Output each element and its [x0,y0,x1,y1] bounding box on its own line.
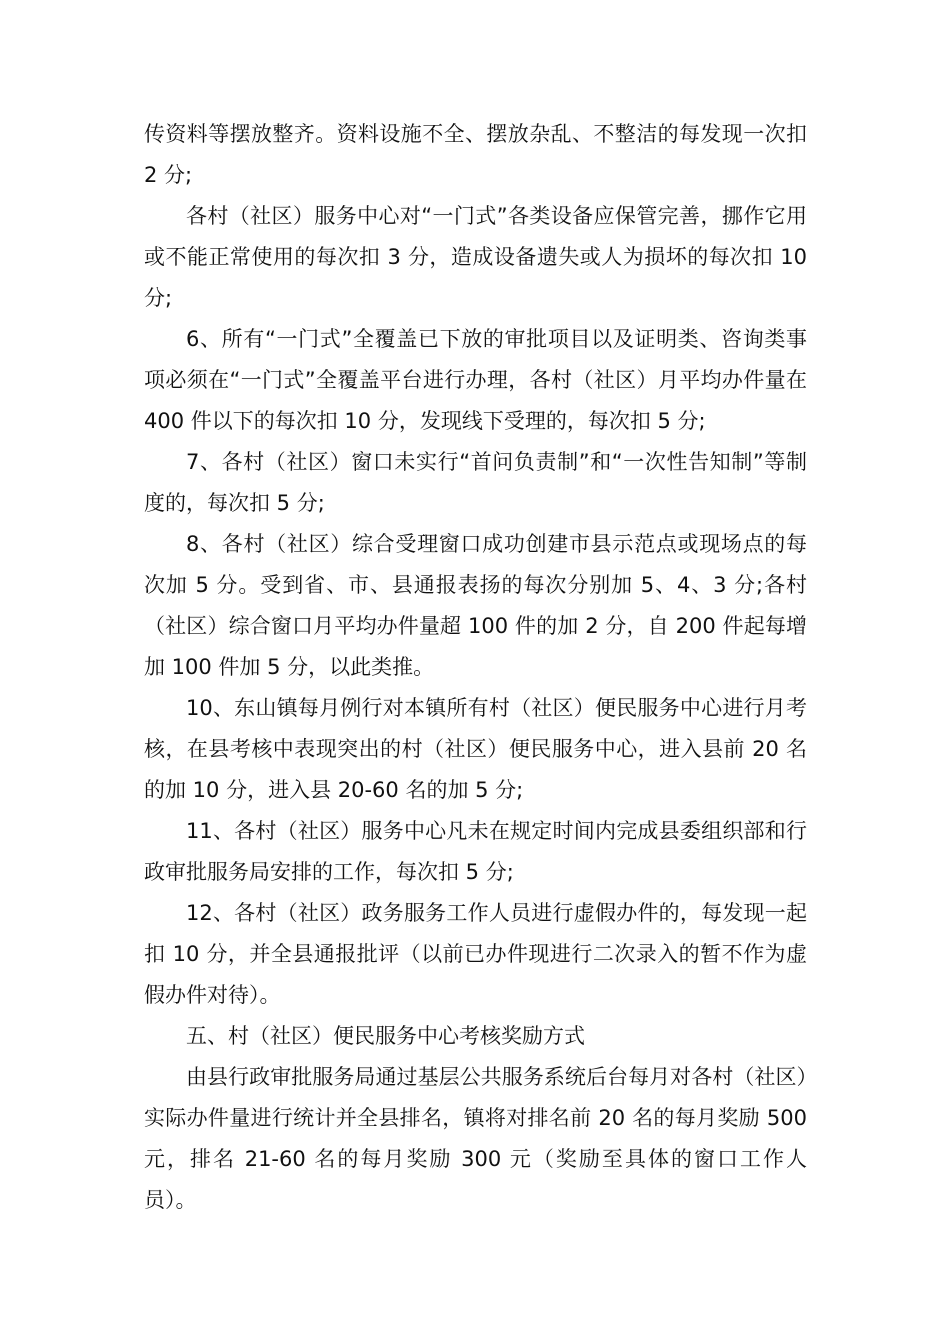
document-body [144,114,807,1221]
paragraph-item-11: 11、各村（社区）服务中心凡未在规定时间内完成县委组织部和行政审批服务局安排的工作，每次扣 5 分; [144,819,807,884]
paragraph-equipment-rule: 各村（社区）服务中心对“一门式”各类设备应保管完善，挪作它用或不能正常使用的每次扣 3 分，造成设备遗失或人为损坏的每次扣 10 分; [144,204,807,310]
paragraph-item-7: 7、各村（社区）窗口未实行“首问负责制”和“一次性告知制”等制度的，每次扣 5 分; [144,450,807,515]
paragraph-item-8: 8、各村（社区）综合受理窗口成功创建市县示范点或现场点的每次加 5 分。受到省、市、县通报表扬的每次分别加 5、4、3 分;各村（社区）综合窗口月平均办件量超 100 件的加 2 分，自 200 件起每增加 100 件加 5 分，以此类推。 [144,532,807,679]
paragraph-item-6: 6、所有“一门式”全覆盖已下放的审批项目以及证明类、咨询类事项必须在“一门式”全覆盖平台进行办理，各村（社区）月平均办件量在 400 件以下的每次扣 10 分，发现线下受理的，每次扣 5 分; [144,327,807,433]
paragraph-reward-method: 由县行政审批服务局通过基层公共服务系统后台每月对各村（社区）实际办件量进行统计并全县排名，镇将对排名前 20 名的每月奖励 500 元，排名 21-60 名的每月奖励 300 元（奖励至具体的窗口工作人员）。 [144,1065,807,1212]
paragraph-item-12: 12、各村（社区）政务服务工作人员进行虚假办件的，每发现一起扣 10 分，并全县通报批评（以前已办件现进行二次录入的暂不作为虚假办件对待）。 [144,901,807,1007]
paragraph-continuation: 传资料等摆放整齐。资料设施不全、摆放杂乱、不整洁的每发现一次扣 2 分; [144,122,807,187]
paragraph-item-10: 10、东山镇每月例行对本镇所有村（社区）便民服务中心进行月考核，在县考核中表现突出的村（社区）便民服务中心，进入县前 20 名的加 10 分，进入县 20-60 名的加 5 分; [144,696,807,802]
section-heading-five: 五、村（社区）便民服务中心考核奖励方式 [186,1024,585,1048]
